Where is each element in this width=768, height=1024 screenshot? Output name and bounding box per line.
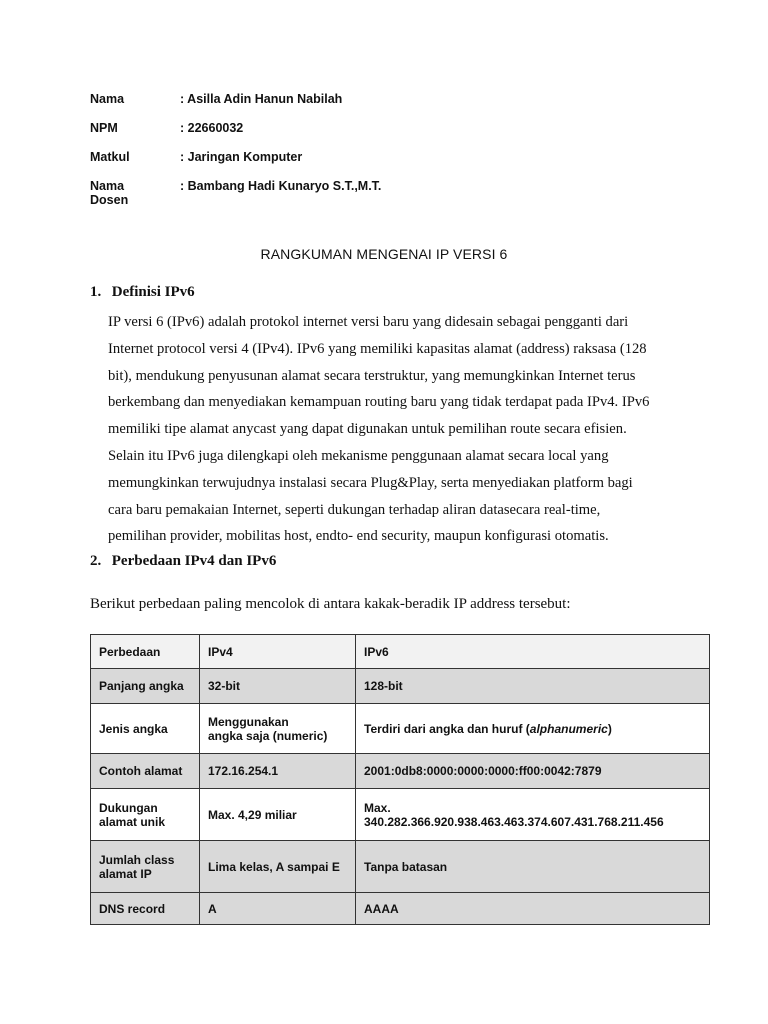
table-header-row [91, 635, 710, 669]
table-cell: Panjang angka [91, 669, 200, 704]
cell-line: Max. [364, 800, 391, 815]
table-cell: 32-bit [200, 669, 356, 704]
cell-line: alamat IP [99, 866, 152, 881]
table-header-cell: IPv4 [200, 635, 356, 669]
table-cell: 2001:0db8:0000:0000:0000:ff00:0042:7879 [356, 754, 710, 789]
table-row [91, 789, 710, 841]
table-row [91, 669, 710, 704]
table-row [91, 841, 710, 893]
table-cell: Max. 4,29 miliar [200, 789, 356, 841]
paragraph-line: cara baru pemakaian Internet, seperti dukungan terhadap aliran datasecara real-time, [108, 501, 601, 518]
table-row [91, 893, 710, 925]
section-2-intro: Berikut perbedaan paling mencolok di antara kakak-beradik IP address tersebut: [90, 596, 571, 612]
info-label: Matkul [90, 150, 130, 164]
cell-text: Terdiri dari angka dan huruf ( [364, 721, 530, 736]
cell-text: ) [607, 721, 612, 736]
table-cell [91, 841, 200, 893]
comparison-table [90, 634, 710, 925]
table-cell: AAAA [356, 893, 710, 925]
info-value: : Bambang Hadi Kunaryo S.T.,M.T. [180, 179, 382, 193]
info-value: : Jaringan Komputer [180, 150, 303, 164]
info-value: : 22660032 [180, 121, 244, 135]
section-title: Definisi IPv6 [111, 284, 195, 300]
table-cell: DNS record [91, 893, 200, 925]
table-cell: Contoh alamat [91, 754, 200, 789]
section-1-heading [90, 284, 195, 301]
table-cell: Lima kelas, A sampai E [200, 841, 356, 893]
document-title: RANGKUMAN MENGENAI IP VERSI 6 [260, 246, 508, 262]
cell-line: Menggunakan [208, 714, 289, 729]
cell-line: alamat unik [99, 814, 166, 829]
cell-line: angka saja (numeric) [208, 728, 328, 743]
table-cell: Jenis angka [91, 704, 200, 754]
section-title: Perbedaan IPv4 dan IPv6 [111, 553, 277, 569]
table-cell: 172.16.254.1 [200, 754, 356, 789]
info-label: Nama Dosen [90, 179, 129, 207]
section-1-paragraph [108, 309, 688, 550]
cell-emphasis: alphanumeric [529, 721, 608, 736]
info-label: Nama [90, 92, 125, 106]
paragraph-line: IP versi 6 (IPv6) adalah protokol internet versi baru yang didesain sebagai pengganti dari [108, 314, 629, 330]
table-row [91, 754, 710, 789]
cell-line: 340.282.366.920.938.463.463.374.607.431.768.211.456 [364, 814, 664, 829]
table-cell [200, 704, 356, 754]
paragraph-line: Internet protocol versi 4 (IPv4). IPv6 yang memiliki kapasitas alamat (address) raksasa (128 [108, 340, 647, 357]
table-header-cell: Perbedaan [91, 635, 200, 669]
cell-line: Jumlah class [99, 852, 175, 867]
table-cell: 128-bit [356, 669, 710, 704]
paragraph-line: memiliki tipe alamat anycast yang dapat digunakan untuk pemilihan route secara efisien. [108, 421, 627, 438]
table-cell [356, 789, 710, 841]
table-cell: Tanpa batasan [356, 841, 710, 893]
paragraph-line: Selain itu IPv6 juga dilengkapi oleh mekanisme penggunaan alamat secara local yang [108, 447, 609, 464]
info-label: NPM [90, 121, 118, 135]
cell-line: Dukungan [99, 800, 158, 815]
table-cell [356, 704, 710, 754]
section-number: 1. [90, 284, 102, 300]
section-number: 2. [90, 553, 102, 569]
section-2-heading [90, 553, 276, 570]
table-cell: A [200, 893, 356, 925]
table-cell [91, 789, 200, 841]
table-row [91, 704, 710, 754]
paragraph-line: memungkinkan terwujudnya instalasi secara Plug&Play, serta menyediakan platform bagi [108, 474, 633, 491]
info-value: : Asilla Adin Hanun Nabilah [180, 92, 343, 106]
table-header-cell: IPv6 [356, 635, 710, 669]
paragraph-line: bit), mendukung penyusunan alamat secara terstruktur, yang memungkinkan Internet terus [108, 367, 636, 384]
paragraph-line: pemilihan provider, mobilitas host, endto- end security, maupun konfigurasi otomatis. [108, 528, 609, 545]
paragraph-line: berkembang dan menyediakan kemampuan routing baru yang tidak terdapat pada IPv4. IPv6 [108, 394, 650, 411]
